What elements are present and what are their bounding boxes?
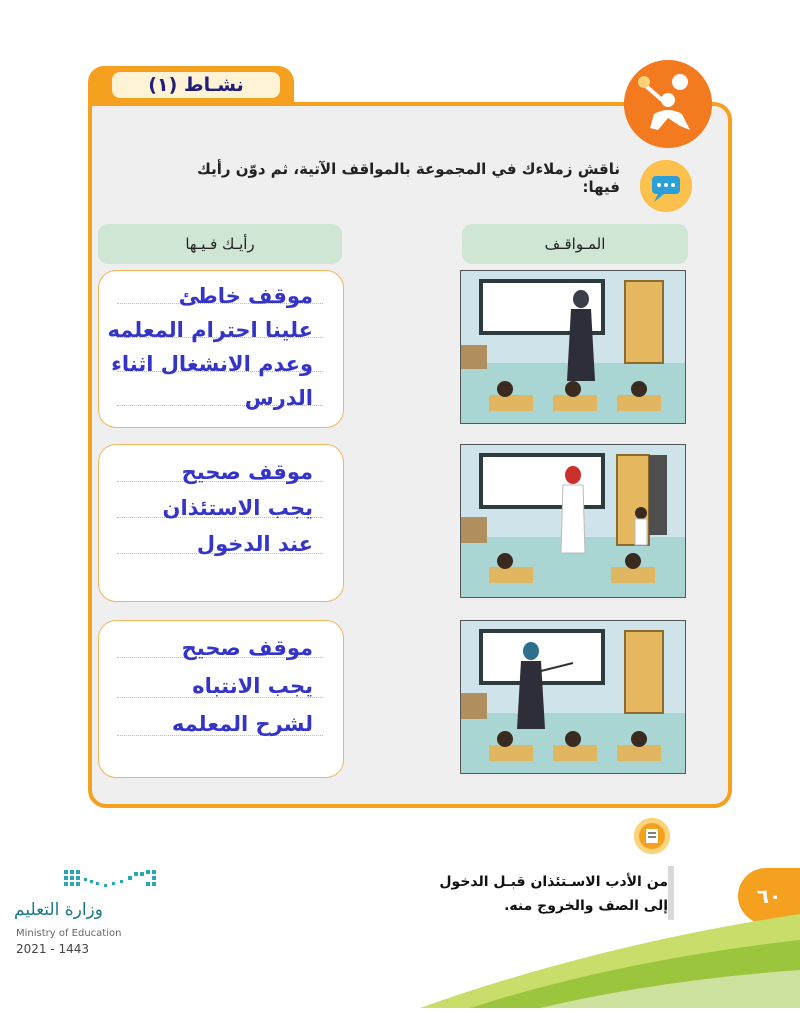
answer-line: يجب الانتباه (192, 674, 313, 698)
activity-logo-icon (624, 60, 712, 148)
answer-line: يجب الاستئذان (162, 496, 313, 520)
activity-title: نشـاط (١) (112, 72, 280, 98)
ministry-name-english: Ministry of Education (16, 928, 122, 939)
situations-column-header: المـواقـف (462, 224, 688, 264)
page-number: ٦٠ (738, 868, 800, 924)
answer-line: وعدم الانشغال اثناء (111, 352, 313, 376)
opinion-column-header: رأيـك فـيـها (98, 224, 342, 264)
classroom-teacher-board-scene-icon (460, 270, 686, 424)
answer-line: موقف خاطئ (178, 284, 313, 308)
answer-line: عند الدخول (196, 532, 313, 556)
answer-line: لشرح المعلمه (171, 712, 313, 736)
ministry-name-arabic: وزارة التعليم (14, 900, 103, 920)
instruction-text: ناقش زملاءك في المجموعة بالمواقف الآتية، ثم دوّن رأيك فيها: (197, 160, 620, 196)
green-wave-decoration (0, 904, 800, 1012)
note-line-2: إلى الصف والخروج منه. (504, 898, 668, 914)
note-line-1: من الأدب الاسـتئذان قبـل الدخول (439, 874, 668, 890)
answer-box-2[interactable] (98, 444, 344, 602)
answer-line: موقف صحيح (181, 636, 313, 660)
answer-box-3[interactable] (98, 620, 344, 778)
answer-box-1[interactable] (98, 270, 344, 428)
answer-line: علينا احترام المعلمه (107, 318, 313, 342)
classroom-student-at-door-scene-icon (460, 444, 686, 598)
answer-line: الدرس (244, 386, 313, 410)
answer-line: موقف صحيح (181, 460, 313, 484)
ministry-logo-icon (64, 866, 164, 900)
classroom-teacher-pointing-scene-icon (460, 620, 686, 774)
ministry-year: 2021 - 1443 (16, 942, 90, 956)
discussion-icon (640, 160, 692, 212)
note-icon (634, 818, 670, 854)
